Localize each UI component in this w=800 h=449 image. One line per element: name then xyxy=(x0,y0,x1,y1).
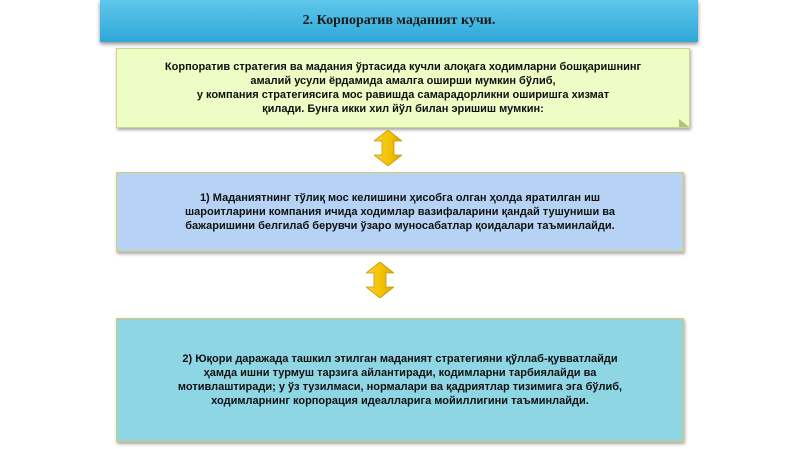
method-2-line: ҳамда ишни турмуш тарзига айлантиради, кодимларни тарбиялайди ва xyxy=(203,367,597,379)
method-2-line: 2) Юқори даражада ташкил этилган маданият стратегияни қўллаб-қувватлайди xyxy=(182,353,618,365)
method-1-line: шароитларини компания ичида ходимлар вазифаларини қандай тушуниши ва xyxy=(184,206,615,218)
intro-line: Корпоратив стратегия ва мадания ўртасида кучли алоқага ходимларни бошқаришнинг xyxy=(164,61,642,73)
method-2-box xyxy=(116,318,684,442)
method-2-text xyxy=(178,352,622,408)
method-1-box xyxy=(116,172,684,252)
folded-corner xyxy=(679,119,689,127)
method-2-line: ходимларнинг корпорация идеалларига мойиллигини таъминлайди. xyxy=(211,395,589,407)
up-down-arrow-icon xyxy=(374,130,402,166)
intro-line: қилади. Бунга икки хил йўл билан эришиш мумкин: xyxy=(262,103,544,115)
intro-line: у компания стратегиясига мос равишда самарадорликни оширишга хизмат xyxy=(196,89,610,101)
title-banner xyxy=(100,0,698,42)
method-1-line: 1) Маданиятнинг тўлиқ мос келишини ҳисобга олган ҳолда яратилган иш xyxy=(199,192,601,204)
intro-line: амалий усули ёрдамида амалга оширши мумкин бўлиб, xyxy=(250,75,556,87)
up-down-arrow-icon xyxy=(366,262,394,298)
intro-text xyxy=(165,60,641,116)
slide-title: 2. Корпоратив маданият кучи. xyxy=(302,13,496,28)
method-1-line: бажаришини белгилаб берувчи ўзаро муносабатлар қоидалари таъминлайди. xyxy=(185,220,615,232)
method-1-text xyxy=(185,191,615,233)
method-2-line: мотивлаштиради; у ўз тузилмаси, нормалари ва қадриятлар тизимига эга бўлиб, xyxy=(177,381,623,393)
intro-box xyxy=(116,48,690,128)
